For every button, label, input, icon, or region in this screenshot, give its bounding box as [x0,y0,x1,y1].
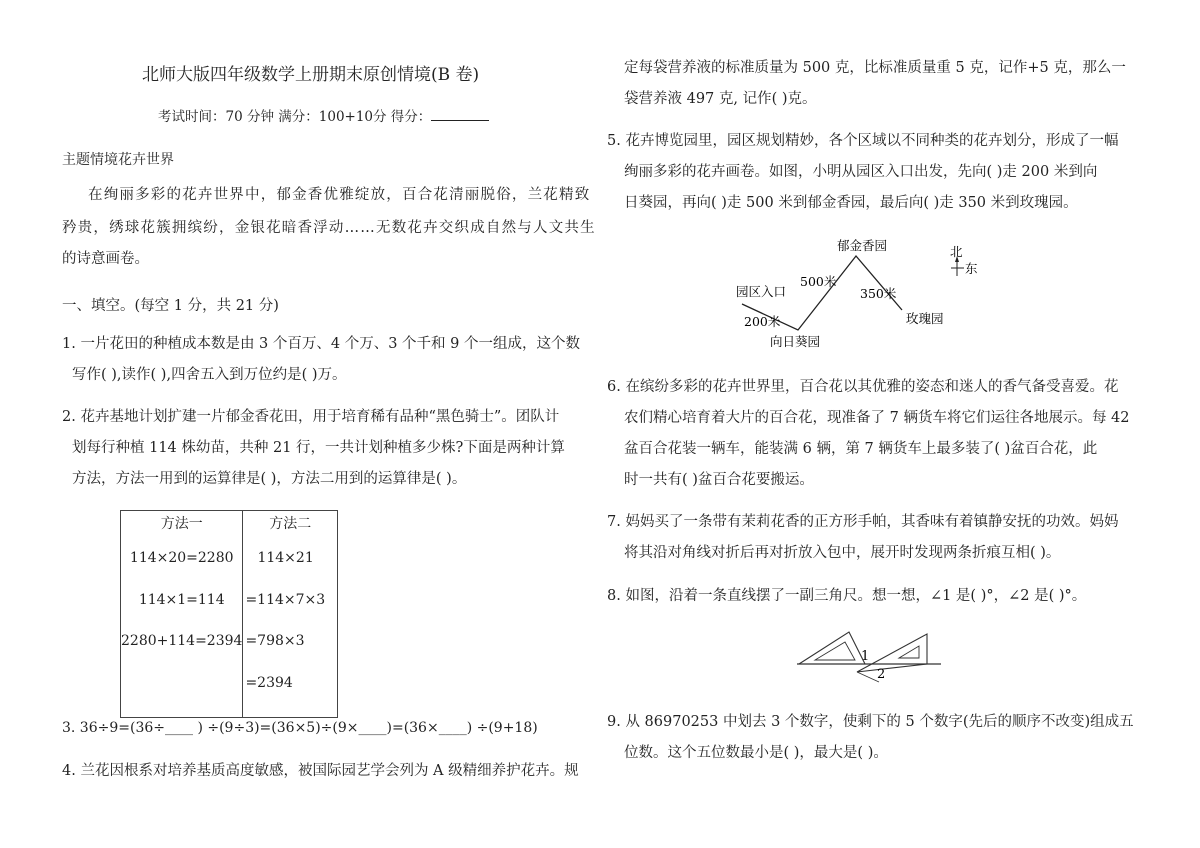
tulip-garden-label: 郁金香园 [837,238,888,253]
q1-line2: 写作( ),读作( ),四舍五入到万位约是( )万。 [72,367,347,383]
angle-1-label: 1 [861,649,870,664]
set-square-left [799,632,865,664]
method2-step: 114×21 [257,550,314,566]
theme-intro-1: 在绚丽多彩的花卉世界中，郁金香优雅绽放，百合花清丽脱俗，兰花精致 [88,187,591,203]
q9-line1: 9. 从 86970253 中划去 3 个数字，使剩下的 5 个数字(先后的顺序不改变)组成五 [607,714,1134,730]
q4-line1: 4. 兰花因根系对培养基质高度敏感，被国际园艺学会列为 A 级精细养护花卉。规 [62,763,579,779]
score-blank[interactable] [431,106,489,121]
exam-info-text: 考试时间：70 分钟 满分：100+10分 得分： [158,109,432,125]
q5-line3: 日葵园，再向( )走 500 米到郁金香园，最后向( )走 350 米到玫瑰园。 [624,195,1078,211]
method2-step: =2394 [245,674,293,691]
theme-label: 主题情境花卉世界 [62,152,174,168]
compass-icon [950,244,978,276]
set-squares-figure [795,626,945,684]
method2-step: =798×3 [245,633,305,649]
park-map-figure [720,230,1000,355]
entrance-label: 园区入口 [736,284,787,299]
q7-line1: 7. 妈妈买了一条带有茉莉花香的正方形手帕，其香味有着镇静安抚的功效。妈妈 [607,514,1119,530]
method1-header: 方法一 [160,516,203,532]
q2-line2: 划每行种植 114 株幼苗，共种 21 行，一共计划种植多少株?下面是两种计算 [72,440,565,456]
method1-step: 114×20=2280 [129,550,234,566]
q1-line1: 1. 一片花田的种植成本数是由 3 个百万、4 个万、3 个千和 9 个一组成，这个数 [62,336,580,352]
q2-line1: 2. 花卉基地计划扩建一片郁金香花田，用于培育稀有品种“黑色骑士”。团队计 [62,409,560,425]
angle-2-label: 2 [877,667,886,682]
q5-line1: 5. 花卉博览园里，园区规划精妙，各个区域以不同种类的花卉划分，形成了一幅 [607,133,1119,149]
section1-heading: 一、填空。(每空 1 分，共 21 分) [62,298,279,314]
q8-line1: 8. 如图，沿着一条直线摆了一副三角尺。想一想，∠1 是( )°，∠2 是( )°。 [607,588,1087,604]
distance-500-label: 500米 [800,274,837,289]
q4-line3: 袋营养液 497 克, 记作( )克。 [624,91,817,107]
distance-350-label: 350米 [860,286,897,301]
distance-200-label: 200米 [744,314,781,329]
method2-step: =114×7×3 [245,591,326,608]
exam-info [158,105,489,125]
theme-intro-3: 的诗意画卷。 [62,251,149,267]
rose-garden-label: 玫瑰园 [906,311,944,326]
q6-line4: 时一共有( )盆百合花要搬运。 [624,472,814,488]
north-label: 北 [950,244,963,259]
page-title: 北师大版四年级数学上册期末原创情境(B 卷) [142,65,480,85]
q5-line2: 绚丽多彩的花卉画卷。如图，小明从园区入口出发，先向( )走 200 米到向 [624,164,1098,180]
q7-line2: 将其沿对角线对折后再对折放入包中，展开时发现两条折痕互相( )。 [624,545,1061,561]
q6-line3: 盆百合花装一辆车，能装满 6 辆，第 7 辆货车上最多装了( )盆百合花，此 [624,441,1098,457]
east-label: 东 [965,261,978,276]
sunflower-garden-label: 向日葵园 [770,334,821,349]
q6-line2: 农们精心培育着大片的百合花，现准备了 7 辆货车将它们运往各地展示。每 42 [624,410,1130,426]
method1-step: 2280+114=2394 [121,633,243,649]
q6-line1: 6. 在缤纷多彩的花卉世界里，百合花以其优雅的姿态和迷人的香气备受喜爱。花 [607,379,1119,395]
method2-header: 方法二 [269,516,312,532]
method2-column [243,511,338,718]
methods-table [120,510,338,718]
q9-line2: 位数。这个五位数最小是( )，最大是( )。 [624,745,888,761]
q2-line3: 方法，方法一用到的运算律是( )，方法二用到的运算律是( )。 [72,471,467,487]
method1-column [121,511,243,718]
method1-step: 114×1=114 [138,591,225,608]
q3-line1: 3. 36÷9=(36÷____ ) ÷(9÷3)=(36×5)÷(9×____)=(36×____) ÷(9+18) [62,720,538,736]
set-square-left-inner [815,642,855,660]
q4-line2: 定每袋营养液的标准质量为 500 克，比标准质量重 5 克，记作+5 克，那么一 [624,60,1126,76]
theme-intro-2: 矜贵，绣球花簇拥缤纷，金银花暗香浮动……无数花卉交织成自然与人文共生 [62,220,596,236]
